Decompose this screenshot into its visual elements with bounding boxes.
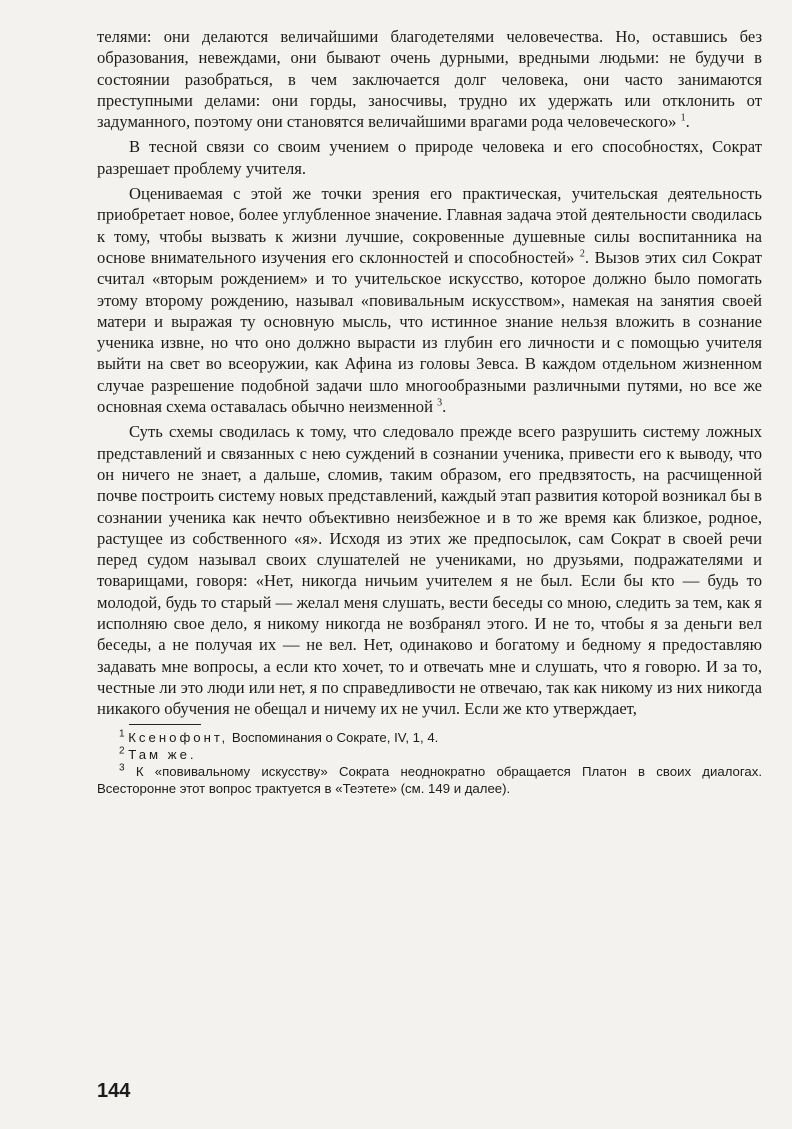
paragraph-4: Суть схемы сводилась к тому, что следовало прежде всего разрушить систему ложных представлений и связанных с нею суждений в сознании ученика, привести его к выводу, что он ничего не знает, а дальше, сломив, таким образом, его предвзятость, на расчищенной почве построить систему новых представлений, каждый этап развития которой возникал бы в сознании ученика как нечто объективно неизбежное и в то же время как близкое, родное, растущее из собственного «я». Исходя из этих же предпосылок, сам Сократ в своей речи перед судом называл своих слушателей не учениками, но друзьями, подражателями и товарищами, говоря: «Нет, никогда ничьим учителем я не был. Если бы кто — будь то молодой, будь то старый — желал меня слушать, вести беседы со мною, следить за тем, как я исполняю свое дело, я никому никогда не возбранял этого. И не то, чтобы я за деньги вел беседы, а не получая их — не вел. Нет, одинаково и богатому и бедному я предоставляю задавать мне вопросы, а если кто хочет, то и отвечать мне и слушать, что я говорю. И за то, честные ли это люди или нет, я по справедливости не отвечаю, так как никому из них никогда никакого обучения не обещал и ничему их не учил. Если же кто утверждает, xyxy=(97,422,762,719)
footnote-3-text: К «повивальному искусству» Сократа неоднократно обращается Платон в своих диалогах. Всесторонне этот вопрос трактуется в «Теэтете» (см. 149 и далее). xyxy=(97,764,762,797)
main-text xyxy=(97,26,762,720)
footnote-2-number: 2 xyxy=(119,745,125,757)
paragraph-3 xyxy=(97,183,762,417)
page-number: 144 xyxy=(97,1080,131,1102)
footnote-3 xyxy=(97,763,762,798)
paragraph-2: В тесной связи со своим учением о природе человека и его способностях, Сократ разрешает проблему учителя. xyxy=(97,137,762,178)
footnote-ref-1: 1 xyxy=(680,112,686,124)
footnote-1-author: Ксенофонт, xyxy=(128,729,229,745)
footnote-divider xyxy=(129,724,201,725)
footnote-ref-3: 3 xyxy=(437,397,443,409)
footnote-1 xyxy=(97,729,762,746)
footnotes xyxy=(97,729,762,798)
paragraph-3-text-c: . xyxy=(442,397,447,417)
paragraph-3-text-a: Оцениваемая с этой же точки зрения его практическая, учительская деятельность приобретает новое, более углубленное значение. Главная задача этой деятельности сводилась к тому, чтобы вызвать к жизни лучшие, сокровенные душевные силы воспитанника на основе внимательного изучения его склонностей и способностей» xyxy=(97,184,762,267)
footnote-2 xyxy=(97,746,762,763)
paragraph-1-text: телями: они делаются величайшими благодетелями человечества. Но, оставшись без образования, невеждами, они бывают очень дурными, вредными людьми: не будучи в состоянии разобраться, в чем заключается долг человека, они часто занимаются преступными делами: они горды, заносчивы, трудно их удержать или отклонить от задуманного, поэтому они становятся величайшими врагами рода человеческого» xyxy=(97,27,762,132)
footnote-1-text: Воспоминания о Сократе, IV, 1, 4. xyxy=(228,729,439,745)
paragraph-1: телями: они делаются величайшими благодетелями человечества. Но, оставшись без образования, невеждами, они бывают очень дурными, вредными людьми: не будучи в состоянии разобраться, в чем заключается долг человека, они часто занимаются преступными делами: они горды, заносчивы, трудно их удержать или отклонить от задуманного, поэтому они становятся величайшими врагами рода человеческого» $^1$. xyxy=(97,27,762,132)
footnote-ref-2: 2 xyxy=(579,248,585,260)
paragraph-3-text-b: . Вызов этих сил Сократ считал «вторым рождением» и то учительское искусство, которое должно было помогать этому второму рождению, называл «повивальным искусством», намекая на занятия своей матери и выражая ту основную мысль, что истинное знание нельзя вложить в сознание ученика извне, но что оно должно вырасти из глубин его личности и с помощью учителя выйти на свет во всеоружии, как Афина из головы Зевса. В каждом отдельном жизненном случае разрешение подобной задачи шло многообразными различными путями, но все же основная схема оставалась обычно неизменной xyxy=(97,247,762,417)
footnote-1-number: 1 xyxy=(119,728,125,740)
footnote-2-author: Там же. xyxy=(128,746,197,762)
footnote-3-number: 3 xyxy=(119,762,125,774)
